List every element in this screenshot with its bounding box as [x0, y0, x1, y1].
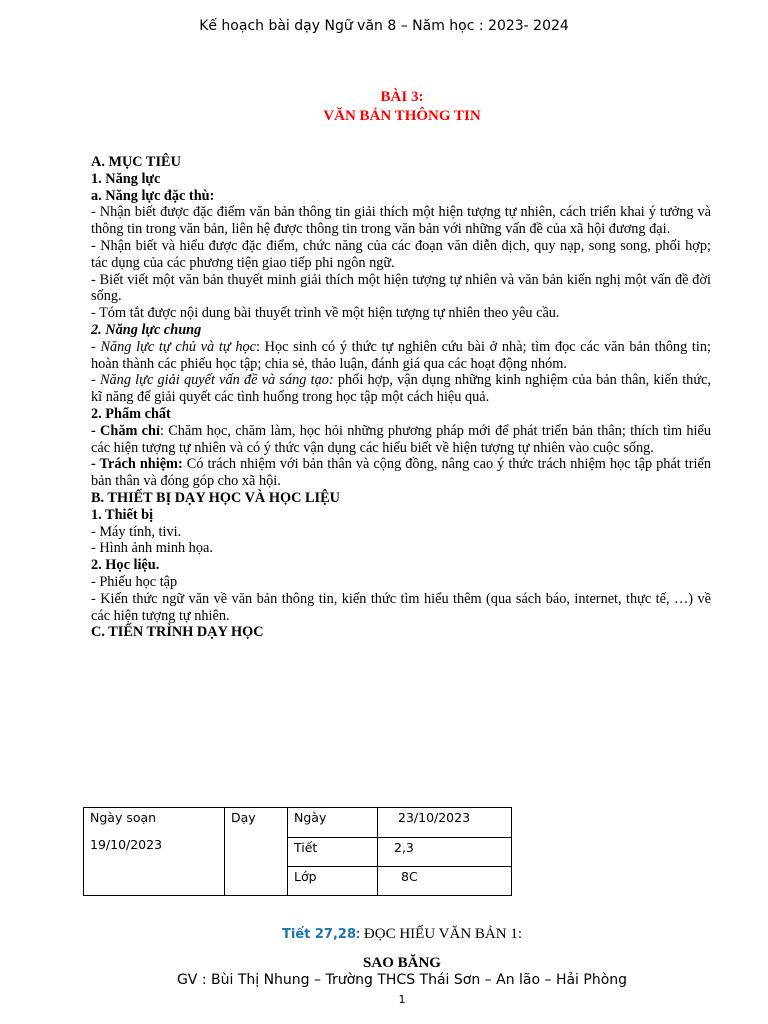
date-label: Ngày: [288, 808, 378, 838]
reading-lesson-label: : ĐỌC HIỂU VĂN BẢN 1:: [356, 926, 522, 942]
paragraph-label: Năng lực giải quyết vấn đề và sáng tạo:: [99, 372, 334, 389]
page-header: Kế hoạch bài dạy Ngữ văn 8 – Năm học : 2023- 2024: [199, 18, 569, 34]
lesson-name: VĂN BẢN THÔNG TIN: [323, 108, 481, 124]
lesson-heading: [0, 88, 768, 126]
list-item: - Máy tính, tivi.: [91, 523, 182, 540]
paragraph-text: : Học sinh có ý thức tự nghiên cứu bài ở nhà; tìm đọc các văn bản thông tin; hoàn thành các phiếu học tập; chia sẻ, thảo luận, đánh giá qua các hoạt động nhóm.: [91, 338, 711, 372]
lesson-number: BÀI 3:: [380, 89, 424, 105]
page-number: 1: [398, 993, 406, 1006]
subsection-3-heading: 2. Phẩm chất: [91, 405, 171, 422]
paragraph: - Năng lực giải quyết vấn đề và sáng tạo: phối hợp, vận dụng những kinh nghiệm của bản thân, kiến thức, kĩ năng để giải quyết các tình huống trong học tập một cách hiệu quả.: [91, 372, 712, 406]
text-title: SAO BĂNG: [363, 955, 441, 971]
prep-cell: [84, 808, 225, 896]
subsection-b1-heading: 1. Thiết bị: [91, 506, 154, 523]
page-footer: GV : Bùi Thị Nhung – Trường THCS Thái Sơn – An lão – Hải Phòng: [176, 972, 628, 988]
section-a-heading: A. MỤC TIÊU: [91, 154, 181, 170]
date-value: 23/10/2023: [378, 808, 512, 838]
paragraph: [91, 456, 711, 490]
schedule-table: [83, 807, 512, 896]
paragraph-label: - Trách nhiệm:: [91, 456, 183, 473]
subsection-b2-heading: 2. Học liệu.: [91, 557, 160, 574]
subsection-2-heading: 2. Năng lực chung: [91, 321, 202, 338]
paragraph-text: phối hợp, vận dụng những kinh nghiệm của bản thân, kiến thức, kĩ năng để giải quyết các tình huống trong học tập một cách hiệu quả.: [91, 372, 712, 406]
class-label: Lớp: [288, 867, 378, 896]
paragraph-text: : Chăm học, chăm làm, học hỏi những phương pháp mới để phát triển bản thân; thích tìm hiểu các hiện tượng tự nhiên và có ý thức vận dụng các hiểu biết về hiện tượng tự nhiên vào cuộc sống.: [91, 422, 712, 456]
section-b-heading: B. THIẾT BỊ DẠY HỌC VÀ HỌC LIỆU: [91, 489, 340, 506]
reading-lesson-title: [0, 926, 768, 943]
paragraph-label: - Chăm chỉ: [91, 422, 160, 439]
class-value: 8C: [378, 867, 512, 896]
list-item: - Kiến thức ngữ văn về văn bản thông tin, kiến thức tìm hiểu thêm (qua sách báo, internet, thực tế, …) về các hiện tượng tự nhiên.: [91, 590, 711, 624]
paragraph-text: Có trách nhiệm với bản thân và cộng đồng, nâng cao ý thức trách nhiệm học tập phát triển bản thân và đóng góp cho xã hội.: [91, 456, 711, 490]
paragraph: - Nhận biết được đặc điểm văn bản thông tin giải thích một hiện tượng tự nhiên, cách triển khai ý tưởng và thông tin trong văn bản, liên hệ được thông tin trong văn bản với những vấn đề của xã hội đương đại.: [91, 204, 711, 238]
paragraph: - Nhận biết và hiểu được đặc điểm, chức năng của các đoạn văn diễn dịch, quy nạp, song song, phối hợp; tác dụng của các phương tiện giao tiếp phi ngôn ngữ.: [91, 237, 711, 271]
paragraph: - Tóm tắt được nội dung bài thuyết trình về một hiện tượng tự nhiên theo yêu cầu.: [91, 305, 560, 322]
prep-date: 19/10/2023: [90, 837, 163, 852]
document-body: [91, 154, 711, 641]
list-item: - Hình ảnh minh họa.: [91, 540, 213, 557]
paragraph: - Biết viết một văn bản thuyết minh giải thích một hiện tượng tự nhiên và văn bản kiến nghị một vấn đề đời sống.: [91, 271, 711, 305]
period-number: Tiết 27,28: [282, 927, 357, 942]
period-label: Tiết: [288, 838, 378, 867]
list-item: - Phiếu học tập: [91, 573, 178, 590]
paragraph-label: Năng lực tự chủ và tự học: [100, 338, 256, 355]
teach-label: Dạy: [225, 808, 288, 896]
paragraph: - Năng lực tự chủ và tự học: Học sinh có ý thức tự nghiên cứu bài ở nhà; tìm đọc các văn bản thông tin; hoàn thành các phiếu học tập; chia sẻ, thảo luận, đánh giá qua các hoạt động nhóm.: [91, 338, 711, 372]
subsection-1a-heading: a. Năng lực đặc thù:: [91, 187, 215, 204]
section-c-heading: C. TIẾN TRÌNH DẠY HỌC: [91, 624, 264, 641]
paragraph: [91, 423, 711, 457]
period-value: 2,3: [378, 838, 512, 867]
prep-label: Ngày soạn: [90, 810, 157, 825]
subsection-1-heading: 1. Năng lực: [91, 170, 161, 187]
